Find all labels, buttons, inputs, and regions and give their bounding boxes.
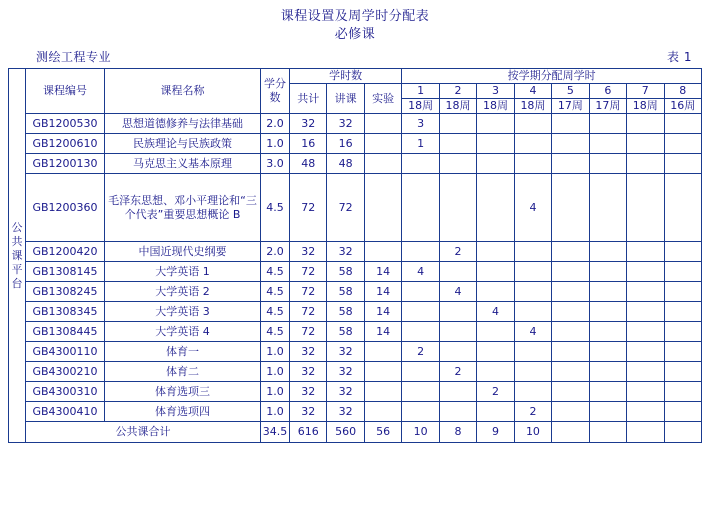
cell-credits: 4.5 bbox=[261, 262, 290, 282]
cell-hours-total: 32 bbox=[290, 362, 327, 382]
total-term-7 bbox=[627, 422, 664, 443]
header-weeks-3: 18周 bbox=[477, 99, 514, 114]
cell-term-6 bbox=[589, 282, 626, 302]
cell-term-7 bbox=[627, 282, 664, 302]
table-row bbox=[9, 342, 702, 362]
cell-term-8 bbox=[664, 114, 701, 134]
table-row bbox=[9, 134, 702, 154]
cell-term-3 bbox=[477, 402, 514, 422]
cell-term-1 bbox=[402, 302, 439, 322]
cell-hours-total: 72 bbox=[290, 262, 327, 282]
table-row bbox=[9, 282, 702, 302]
cell-course-name: 毛泽东思想、邓小平理论和“三个代表”重要思想概论 B bbox=[105, 174, 261, 242]
cell-term-3 bbox=[477, 342, 514, 362]
cell-term-1: 1 bbox=[402, 134, 439, 154]
cell-course-name: 大学英语 2 bbox=[105, 282, 261, 302]
cell-hours-lecture: 58 bbox=[327, 262, 364, 282]
cell-term-6 bbox=[589, 382, 626, 402]
total-hours-total: 616 bbox=[290, 422, 327, 443]
cell-term-8 bbox=[664, 154, 701, 174]
cell-credits: 4.5 bbox=[261, 322, 290, 342]
cell-course-code: GB4300110 bbox=[26, 342, 105, 362]
total-term-5 bbox=[552, 422, 589, 443]
cell-hours-lab bbox=[364, 382, 401, 402]
header-term-3: 3 bbox=[477, 84, 514, 99]
header-weeks-4: 18周 bbox=[514, 99, 551, 114]
cell-term-1: 3 bbox=[402, 114, 439, 134]
cell-hours-total: 72 bbox=[290, 302, 327, 322]
total-term-3: 9 bbox=[477, 422, 514, 443]
cell-term-4: 4 bbox=[514, 322, 551, 342]
header-term-6: 6 bbox=[589, 84, 626, 99]
header-hours-total: 共计 bbox=[290, 84, 327, 114]
cell-credits: 4.5 bbox=[261, 282, 290, 302]
page-subtitle: 必修课 bbox=[334, 27, 376, 42]
cell-term-3 bbox=[477, 282, 514, 302]
platform-label: 公共课平台 bbox=[9, 69, 26, 443]
cell-term-3 bbox=[477, 154, 514, 174]
cell-course-name: 民族理论与民族政策 bbox=[105, 134, 261, 154]
cell-term-7 bbox=[627, 342, 664, 362]
cell-term-1 bbox=[402, 154, 439, 174]
cell-term-7 bbox=[627, 322, 664, 342]
cell-term-8 bbox=[664, 402, 701, 422]
total-label: 公共课合计 bbox=[26, 422, 261, 443]
table-number: 表 1 bbox=[667, 50, 692, 64]
header-term-2: 2 bbox=[439, 84, 476, 99]
cell-hours-total: 32 bbox=[290, 342, 327, 362]
cell-course-code: GB1200420 bbox=[26, 242, 105, 262]
cell-hours-lecture: 72 bbox=[327, 174, 364, 242]
cell-term-8 bbox=[664, 302, 701, 322]
cell-hours-total: 32 bbox=[290, 114, 327, 134]
cell-term-2 bbox=[439, 154, 476, 174]
page-title: 课程设置及周学时分配表 bbox=[280, 9, 430, 24]
cell-course-code: GB1308445 bbox=[26, 322, 105, 342]
cell-term-5 bbox=[552, 154, 589, 174]
cell-hours-total: 48 bbox=[290, 154, 327, 174]
cell-term-5 bbox=[552, 342, 589, 362]
cell-term-8 bbox=[664, 282, 701, 302]
cell-term-4 bbox=[514, 342, 551, 362]
cell-term-4 bbox=[514, 302, 551, 322]
cell-term-6 bbox=[589, 342, 626, 362]
cell-term-7 bbox=[627, 402, 664, 422]
cell-credits: 2.0 bbox=[261, 242, 290, 262]
course-schedule-table bbox=[8, 68, 702, 443]
cell-hours-lecture: 58 bbox=[327, 302, 364, 322]
header-course-name: 课程名称 bbox=[105, 69, 261, 114]
cell-term-4 bbox=[514, 262, 551, 282]
header-weeks-2: 18周 bbox=[439, 99, 476, 114]
cell-term-3: 4 bbox=[477, 302, 514, 322]
cell-term-2 bbox=[439, 114, 476, 134]
header-term-7: 7 bbox=[627, 84, 664, 99]
header-credits: 学分数 bbox=[261, 69, 290, 114]
cell-term-8 bbox=[664, 382, 701, 402]
cell-hours-lecture: 32 bbox=[327, 362, 364, 382]
cell-term-2: 2 bbox=[439, 362, 476, 382]
cell-term-2 bbox=[439, 322, 476, 342]
cell-hours-total: 32 bbox=[290, 382, 327, 402]
cell-credits: 1.0 bbox=[261, 402, 290, 422]
total-term-4: 10 bbox=[514, 422, 551, 443]
cell-hours-total: 72 bbox=[290, 322, 327, 342]
header-term-5: 5 bbox=[552, 84, 589, 99]
header-weeks-8: 16周 bbox=[664, 99, 701, 114]
cell-course-name: 大学英语 3 bbox=[105, 302, 261, 322]
total-term-8 bbox=[664, 422, 701, 443]
cell-term-6 bbox=[589, 242, 626, 262]
cell-term-7 bbox=[627, 114, 664, 134]
cell-term-2: 2 bbox=[439, 242, 476, 262]
cell-term-2 bbox=[439, 342, 476, 362]
cell-term-4 bbox=[514, 362, 551, 382]
cell-course-code: GB1200360 bbox=[26, 174, 105, 242]
cell-term-5 bbox=[552, 362, 589, 382]
cell-term-6 bbox=[589, 174, 626, 242]
cell-credits: 1.0 bbox=[261, 382, 290, 402]
cell-term-4 bbox=[514, 242, 551, 262]
cell-course-name: 体育二 bbox=[105, 362, 261, 382]
header-hours-group: 学时数 bbox=[290, 69, 402, 84]
cell-term-8 bbox=[664, 342, 701, 362]
cell-term-7 bbox=[627, 382, 664, 402]
cell-term-1 bbox=[402, 242, 439, 262]
cell-term-4 bbox=[514, 114, 551, 134]
cell-term-3 bbox=[477, 174, 514, 242]
cell-hours-lecture: 32 bbox=[327, 114, 364, 134]
total-credits: 34.5 bbox=[261, 422, 290, 443]
total-term-2: 8 bbox=[439, 422, 476, 443]
cell-term-7 bbox=[627, 242, 664, 262]
cell-term-8 bbox=[664, 322, 701, 342]
cell-credits: 1.0 bbox=[261, 362, 290, 382]
cell-term-1 bbox=[402, 174, 439, 242]
cell-term-5 bbox=[552, 134, 589, 154]
cell-credits: 3.0 bbox=[261, 154, 290, 174]
cell-term-4 bbox=[514, 134, 551, 154]
header-term-1: 1 bbox=[402, 84, 439, 99]
cell-hours-lab: 14 bbox=[364, 302, 401, 322]
cell-term-1 bbox=[402, 362, 439, 382]
cell-hours-lab bbox=[364, 174, 401, 242]
cell-hours-lab: 14 bbox=[364, 262, 401, 282]
cell-course-name: 体育一 bbox=[105, 342, 261, 362]
cell-course-code: GB4300210 bbox=[26, 362, 105, 382]
cell-term-5 bbox=[552, 262, 589, 282]
header-weeks-5: 17周 bbox=[552, 99, 589, 114]
cell-credits: 1.0 bbox=[261, 342, 290, 362]
cell-hours-lecture: 32 bbox=[327, 342, 364, 362]
table-row bbox=[9, 382, 702, 402]
table-row bbox=[9, 402, 702, 422]
header-hours-lecture: 讲课 bbox=[327, 84, 364, 114]
cell-course-name: 体育选项三 bbox=[105, 382, 261, 402]
cell-hours-lab: 14 bbox=[364, 322, 401, 342]
cell-term-6 bbox=[589, 134, 626, 154]
cell-term-2 bbox=[439, 134, 476, 154]
cell-hours-total: 32 bbox=[290, 242, 327, 262]
total-hours-lecture: 560 bbox=[327, 422, 364, 443]
cell-term-5 bbox=[552, 114, 589, 134]
cell-term-3 bbox=[477, 114, 514, 134]
cell-term-5 bbox=[552, 382, 589, 402]
cell-term-1: 2 bbox=[402, 342, 439, 362]
cell-term-6 bbox=[589, 362, 626, 382]
cell-term-5 bbox=[552, 302, 589, 322]
cell-term-8 bbox=[664, 362, 701, 382]
cell-term-4: 2 bbox=[514, 402, 551, 422]
cell-hours-total: 72 bbox=[290, 282, 327, 302]
cell-course-name: 大学英语 4 bbox=[105, 322, 261, 342]
header-hours-lab: 实验 bbox=[364, 84, 401, 114]
header-weeks-7: 18周 bbox=[627, 99, 664, 114]
table-row bbox=[9, 262, 702, 282]
cell-credits: 4.5 bbox=[261, 302, 290, 322]
cell-term-1 bbox=[402, 382, 439, 402]
cell-term-2 bbox=[439, 382, 476, 402]
header-weeks-1: 18周 bbox=[402, 99, 439, 114]
table-row bbox=[9, 174, 702, 242]
cell-hours-lab bbox=[364, 362, 401, 382]
cell-credits: 2.0 bbox=[261, 114, 290, 134]
cell-term-1 bbox=[402, 322, 439, 342]
cell-term-2 bbox=[439, 174, 476, 242]
total-term-1: 10 bbox=[402, 422, 439, 443]
cell-hours-lab bbox=[364, 154, 401, 174]
table-row bbox=[9, 114, 702, 134]
cell-course-code: GB1308145 bbox=[26, 262, 105, 282]
table-row bbox=[9, 322, 702, 342]
cell-hours-lab: 14 bbox=[364, 282, 401, 302]
header-weeks-6: 17周 bbox=[589, 99, 626, 114]
document-page bbox=[0, 8, 710, 505]
cell-term-3 bbox=[477, 134, 514, 154]
cell-term-2 bbox=[439, 262, 476, 282]
cell-hours-lecture: 58 bbox=[327, 322, 364, 342]
table-row bbox=[9, 302, 702, 322]
cell-hours-lecture: 58 bbox=[327, 282, 364, 302]
header-term-8: 8 bbox=[664, 84, 701, 99]
cell-hours-lab bbox=[364, 242, 401, 262]
cell-course-code: GB1308345 bbox=[26, 302, 105, 322]
cell-term-6 bbox=[589, 114, 626, 134]
cell-term-7 bbox=[627, 262, 664, 282]
cell-course-name: 体育选项四 bbox=[105, 402, 261, 422]
cell-hours-lab bbox=[364, 134, 401, 154]
cell-term-7 bbox=[627, 362, 664, 382]
cell-term-3: 2 bbox=[477, 382, 514, 402]
cell-hours-lab bbox=[364, 342, 401, 362]
cell-term-7 bbox=[627, 174, 664, 242]
total-term-6 bbox=[589, 422, 626, 443]
cell-term-5 bbox=[552, 322, 589, 342]
cell-term-4 bbox=[514, 382, 551, 402]
cell-term-8 bbox=[664, 242, 701, 262]
cell-course-code: GB1200610 bbox=[26, 134, 105, 154]
cell-course-name: 大学英语 1 bbox=[105, 262, 261, 282]
cell-course-name: 思想道德修养与法律基础 bbox=[105, 114, 261, 134]
cell-hours-lecture: 32 bbox=[327, 382, 364, 402]
cell-hours-total: 16 bbox=[290, 134, 327, 154]
major-label: 测绘工程专业 bbox=[36, 50, 112, 64]
cell-term-1 bbox=[402, 282, 439, 302]
cell-term-5 bbox=[552, 402, 589, 422]
table-row bbox=[9, 362, 702, 382]
cell-hours-lab bbox=[364, 114, 401, 134]
cell-term-7 bbox=[627, 134, 664, 154]
cell-term-5 bbox=[552, 242, 589, 262]
cell-term-4 bbox=[514, 154, 551, 174]
cell-term-6 bbox=[589, 262, 626, 282]
cell-hours-total: 72 bbox=[290, 174, 327, 242]
cell-term-2: 4 bbox=[439, 282, 476, 302]
cell-term-8 bbox=[664, 262, 701, 282]
cell-term-6 bbox=[589, 154, 626, 174]
cell-course-name: 马克思主义基本原理 bbox=[105, 154, 261, 174]
cell-course-code: GB4300410 bbox=[26, 402, 105, 422]
header-course-code: 课程编号 bbox=[26, 69, 105, 114]
cell-term-2 bbox=[439, 302, 476, 322]
cell-term-5 bbox=[552, 282, 589, 302]
table-header-row-1 bbox=[9, 69, 702, 84]
cell-credits: 4.5 bbox=[261, 174, 290, 242]
cell-term-4: 4 bbox=[514, 174, 551, 242]
cell-hours-lecture: 48 bbox=[327, 154, 364, 174]
cell-course-code: GB1308245 bbox=[26, 282, 105, 302]
cell-hours-total: 32 bbox=[290, 402, 327, 422]
cell-course-code: GB4300310 bbox=[26, 382, 105, 402]
cell-term-3 bbox=[477, 242, 514, 262]
cell-term-1 bbox=[402, 402, 439, 422]
cell-term-3 bbox=[477, 262, 514, 282]
cell-term-2 bbox=[439, 402, 476, 422]
cell-term-6 bbox=[589, 402, 626, 422]
cell-hours-lab bbox=[364, 402, 401, 422]
cell-term-6 bbox=[589, 322, 626, 342]
cell-term-7 bbox=[627, 302, 664, 322]
header-term-4: 4 bbox=[514, 84, 551, 99]
cell-term-8 bbox=[664, 174, 701, 242]
cell-term-6 bbox=[589, 302, 626, 322]
cell-hours-lecture: 16 bbox=[327, 134, 364, 154]
table-row bbox=[9, 242, 702, 262]
cell-term-1: 4 bbox=[402, 262, 439, 282]
cell-hours-lecture: 32 bbox=[327, 242, 364, 262]
meta-row bbox=[0, 44, 710, 68]
cell-term-4 bbox=[514, 282, 551, 302]
table-total-row bbox=[9, 422, 702, 443]
cell-course-code: GB1200130 bbox=[26, 154, 105, 174]
cell-hours-lecture: 32 bbox=[327, 402, 364, 422]
table-row bbox=[9, 154, 702, 174]
cell-course-code: GB1200530 bbox=[26, 114, 105, 134]
header-terms-group: 按学期分配周学时 bbox=[402, 69, 702, 84]
cell-term-5 bbox=[552, 174, 589, 242]
cell-term-3 bbox=[477, 362, 514, 382]
total-hours-lab: 56 bbox=[364, 422, 401, 443]
cell-credits: 1.0 bbox=[261, 134, 290, 154]
cell-course-name: 中国近现代史纲要 bbox=[105, 242, 261, 262]
cell-term-8 bbox=[664, 134, 701, 154]
cell-term-3 bbox=[477, 322, 514, 342]
cell-term-7 bbox=[627, 154, 664, 174]
